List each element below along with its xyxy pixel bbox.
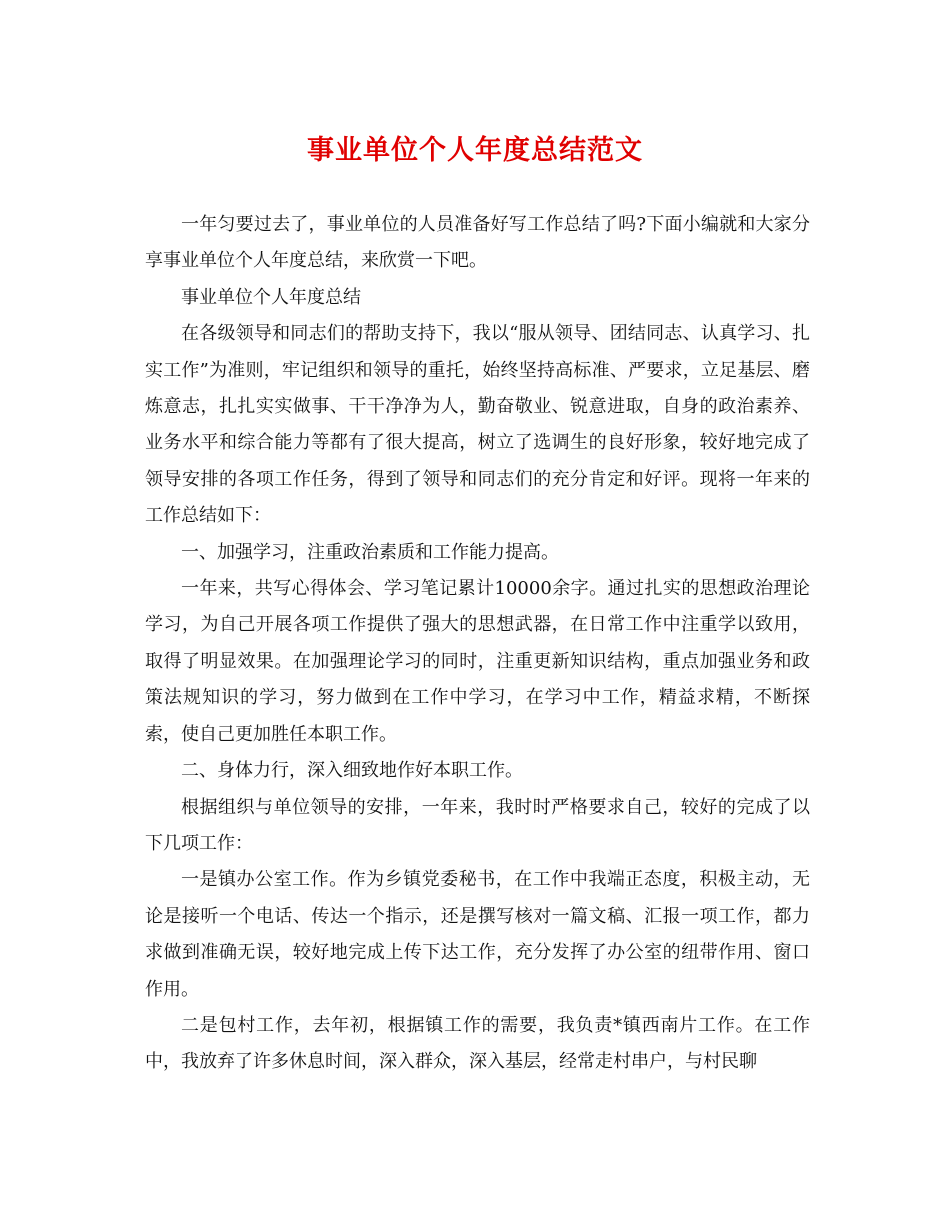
paragraph-overview: 在各级领导和同志们的帮助支持下，我以“服从领导、团结同志、认真学习、扎实工作”为准则，牢记组织和领导的重托，始终坚持高标准、严要求，立足基层、磨炼意志，扎扎实实做事、干干净净为人，勤奋敬业、锐意进取，自身的政治素养、业务水平和综合能力等都有了很大提高，树立了选调生的良好形象，较好地完成了领导安排的各项工作任务，得到了领导和同志们的充分肯定和好评。现将一年来的工作总结如下： [145, 323, 810, 527]
document-body [145, 207, 810, 1081]
paragraph-subheading: 事业单位个人年度总结 [181, 286, 361, 308]
paragraph-intro: 一年匀要过去了，事业单位的人员准备好写工作总结了吗?下面小编就和大家分享事业单位个人年度总结，来欣赏一下吧。 [145, 214, 810, 272]
paragraph-office-work: 一是镇办公室工作。作为乡镇党委秘书，在工作中我端正态度，积极主动，无论是接听一个电话、传达一个指示，还是撰写核对一篇文稿、汇报一项工作，都力求做到准确无误，较好地完成上传下达工作，充分发挥了办公室的纽带作用、窗口作用。 [145, 869, 810, 1000]
paragraph-village-work: 二是包村工作，去年初，根据镇工作的需要，我负责*镇西南片工作。在工作中，我放弃了许多休息时间，深入群众，深入基层，经常走村串户，与村民聊 [145, 1014, 810, 1073]
section-heading-1: 一、加强学习，注重政治素质和工作能力提高。 [181, 541, 559, 563]
paragraph-study: 一年来，共写心得体会、学习笔记累计10000余字。通过扎实的思想政治理论学习，为自己开展各项工作提供了强大的思想武器，在日常工作中注重学以致用，取得了明显效果。在加强理论学习的同时，注重更新知识结构，重点加强业务和政策法规知识的学习，努力做到在工作中学习，在学习中工作，精益求精，不断探索，使自己更加胜任本职工作。 [145, 578, 810, 745]
section-heading-2: 二、身体力行，深入细致地作好本职工作。 [181, 760, 523, 782]
paragraph-arrangement: 根据组织与单位领导的安排，一年来，我时时严格要求自己，较好的完成了以下几项工作： [145, 796, 810, 854]
document-title: 事业单位个人年度总结范文 [307, 135, 643, 166]
